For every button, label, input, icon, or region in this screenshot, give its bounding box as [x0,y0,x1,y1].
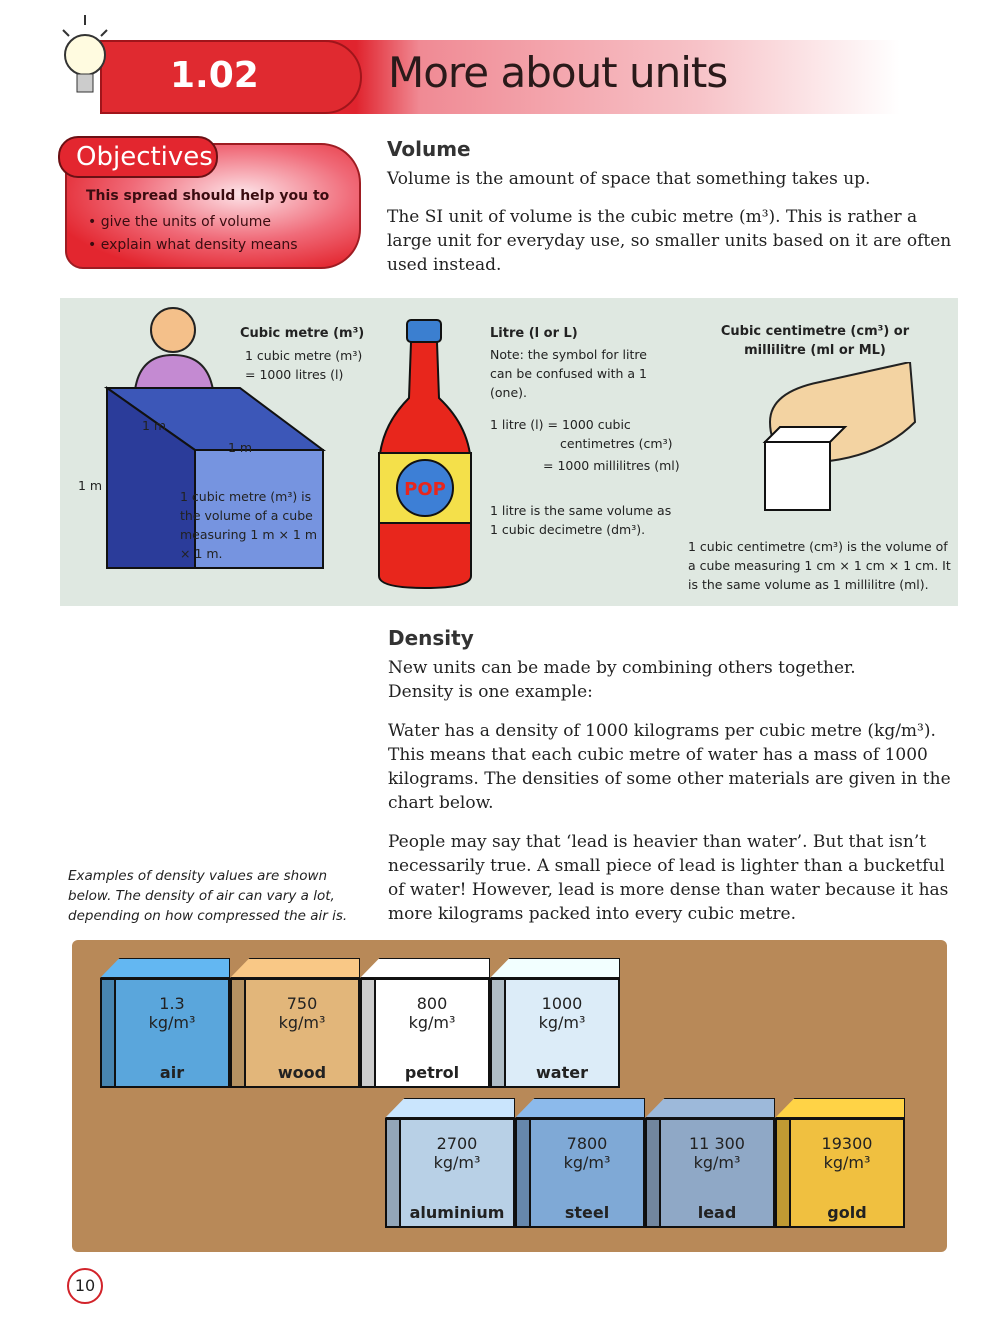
cubic-metre-desc: 1 cubic metre (m³) is the volume of a cube measuring 1 m × 1 m × 1 m. [180,489,318,561]
density-para-1: New units can be made by combining others together. Density is one example: [388,658,856,702]
cube-side [230,978,244,1088]
cube-top [230,958,360,978]
cube-front [114,978,230,1088]
cube-side [645,1118,659,1228]
density-unit: kg/m³ [433,1153,481,1172]
material-name: aluminium [409,1203,505,1222]
lightbulb-icon [55,10,115,100]
cube-front [244,978,360,1088]
material-name: steel [564,1203,610,1222]
density-value: 750 [286,994,318,1013]
dim-label: 1 m [228,440,253,455]
objective-text: give the units of volume [100,214,271,230]
density-cube-water [490,958,620,1088]
objectives-heading: This spread should help you to [86,188,330,204]
cube-front [659,1118,775,1228]
cube-top [775,1098,905,1118]
density-para-2: Water has a density of 1000 kilograms per cubic metre (kg/m³). This means that each cubic metre of water has a mass of 1000 kilograms. The densities of some other materials are given in the chart below. [388,721,951,813]
cubic-metre-line1: 1 cubic metre (m³) [245,348,363,363]
cubic-cm-title: Cubic centimetre (cm³) or millilitre (ml or ML) [720,324,910,358]
cube-front [789,1118,905,1228]
volume-para-2: The SI unit of volume is the cubic metre (m³). This is rather a large unit for everyday use, so smaller units based on it are often used instead. [387,207,952,275]
density-value: 800 [416,994,448,1013]
cubic-metre-title: Cubic metre (m³) [240,326,365,341]
density-cube-steel [515,1098,645,1228]
density-cube-lead [645,1098,775,1228]
cube-front [529,1118,645,1228]
cube-top [360,958,490,978]
density-caption: Examples of density values are shown below. The density of air can vary a lot, depending on how compressed the air is. [68,868,348,924]
cube-front [374,978,490,1088]
objective-item: • explain what density means [88,237,298,253]
density-cube-air [100,958,230,1088]
density-cube-petrol [360,958,490,1088]
material-name: gold [827,1203,867,1222]
density-cube-aluminium [385,1098,515,1228]
density-unit: kg/m³ [823,1153,871,1172]
density-unit: kg/m³ [563,1153,611,1172]
density-value: 1000 [541,994,583,1013]
litre-eq-2: centimetres (cm³) [560,436,673,451]
page-number: 10 [67,1268,103,1304]
bottle-label: POP [404,479,446,500]
density-unit: kg/m³ [693,1153,741,1172]
fingertip-cube-illustration [760,362,920,542]
density-value: 1.3 [159,994,185,1013]
cubic-cm-desc: 1 cubic centimetre (cm³) is the volume of a cube measuring 1 cm × 1 cm × 1 cm. It is the same volume as 1 millilitre (ml). [688,539,951,592]
litre-same: 1 litre is the same volume as 1 cubic decimetre (dm³). [490,503,672,537]
page-title: More about units [388,48,728,97]
cube-front [504,978,620,1088]
density-value: 2700 [436,1134,478,1153]
density-heading: Density [388,626,474,650]
cube-side [385,1118,399,1228]
objective-item: • give the units of volume [88,214,271,230]
cube-side [360,978,374,1088]
cube-top [385,1098,515,1118]
density-cube-gold [775,1098,905,1228]
material-name: water [536,1063,588,1082]
material-name: air [159,1063,185,1082]
density-value: 19300 [821,1134,873,1153]
density-unit: kg/m³ [148,1013,196,1032]
cube-side [515,1118,529,1228]
cube-top [100,958,230,978]
material-name: petrol [404,1063,460,1082]
dim-label: 1 m [142,418,167,433]
cube-top [490,958,620,978]
litre-note: Note: the symbol for litre can be confused with a 1 (one). [490,347,647,400]
dim-label: 1 m [78,478,103,493]
density-unit: kg/m³ [538,1013,586,1032]
density-value: 7800 [566,1134,608,1153]
litre-eq-3: = 1000 millilitres (ml) [543,458,680,473]
material-name: lead [697,1203,737,1222]
cube-top [645,1098,775,1118]
cubic-metre-line2: = 1000 litres (l) [245,367,344,382]
density-value: 11 300 [689,1134,745,1153]
density-cube-wood [230,958,360,1088]
density-unit: kg/m³ [278,1013,326,1032]
objective-text: explain what density means [100,237,298,253]
cube-side [490,978,504,1088]
density-para-3: People may say that ‘lead is heavier than water’. But that isn’t necessarily true. A small piece of lead is lighter than a bucketful of water! However, lead is more dense than water because it has more kilograms packed into every cubic metre. [388,832,949,924]
volume-heading: Volume [387,137,471,161]
objectives-tab: Objectives [58,136,218,178]
cube-side [100,978,114,1088]
volume-para-1: Volume is the amount of space that something takes up. [387,169,871,189]
pop-bottle-illustration [375,318,475,593]
cube-top [515,1098,645,1118]
litre-eq-1: 1 litre (l) = 1000 cubic [490,417,631,432]
density-unit: kg/m³ [408,1013,456,1032]
litre-title: Litre (l or L) [490,326,578,341]
material-name: wood [277,1063,327,1082]
cube-front [399,1118,515,1228]
cube-side [775,1118,789,1228]
section-number: 1.02 [170,55,259,96]
